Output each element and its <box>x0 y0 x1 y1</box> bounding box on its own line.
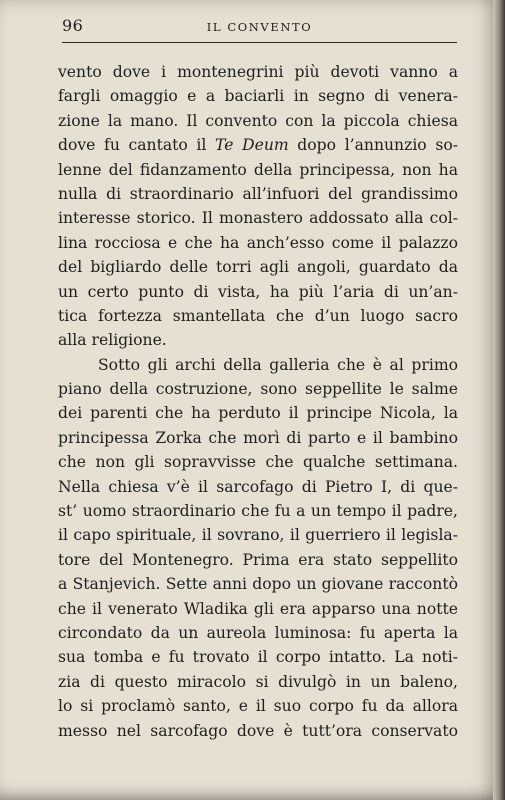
text-line: zia di questo miracolo si divulgò in un baleno, <box>58 672 458 691</box>
text-line: lina rocciosa e che ha anch’esso come il palazzo <box>58 233 458 252</box>
text-line: il capo spirituale, il sovrano, il guerriero il legisla- <box>58 526 458 545</box>
text-line: lenne del fidanzamento della principessa, non ha <box>58 160 458 179</box>
text-line: che il venerato Wladika gli era apparso una notte <box>58 599 458 618</box>
text-line: st’ uomo straordinario che fu a un tempo il padre, <box>58 502 458 521</box>
text-line: vento dove i montenegrini più devoti vanno a <box>58 63 458 81</box>
text-line: piano della costruzione, sono seppellite le salme <box>58 380 458 399</box>
text-line: circondato da un aureola luminosa: fu aperta la <box>58 623 458 642</box>
text-line: Sotto gli archi della galleria che è al primo <box>98 355 458 374</box>
text-line: tica fortezza smantellata che d’un luogo sacro <box>58 306 458 325</box>
text-line: sua tomba e fu trovato il corpo intatto. La noti- <box>58 648 458 667</box>
page-header <box>62 16 457 43</box>
text-line: del bigliardo delle torri agli angoli, guardato da <box>58 258 458 277</box>
text-line: alla religione. <box>58 331 167 350</box>
text-line: messo nel sarcofago dove è tutt’ora conservato <box>58 721 458 740</box>
body-text <box>58 60 458 743</box>
text-line: lo si proclamò santo, e il suo corpo fu da allora <box>58 697 458 716</box>
text-line: dei parenti che ha perduto il principe Nicola, la <box>58 404 458 423</box>
text-line: a Stanjevich. Sette anni dopo un giovane raccontò <box>58 575 458 594</box>
text-line: interesse storico. Il monastero addossato alla col- <box>58 209 458 228</box>
text-line: nulla di straordinario all’infuori del grandissimo <box>58 184 458 203</box>
page-number: 96 <box>62 16 84 35</box>
text-line: zione la mano. Il convento con la piccola chiesa <box>58 111 458 130</box>
italic-phrase: Te Deum <box>215 136 289 155</box>
text-line: tore del Montenegro. Prima era stato seppellito <box>58 550 458 569</box>
paragraph-2 <box>58 353 458 743</box>
text-line: principessa Zorka che morì di parto e il bambino <box>58 428 458 447</box>
text-line: che non gli sopravvisse che qualche settimana. <box>58 453 458 472</box>
page-edge-shadow <box>493 0 505 800</box>
running-head: IL CONVENTO <box>206 20 313 34</box>
paragraph-1 <box>58 60 458 353</box>
text-line: fargli omaggio e a baciarli in segno di venera- <box>58 87 458 106</box>
text-line: un certo punto di vista, ha più l’aria di un’an- <box>58 282 458 301</box>
text-line: dove fu cantato il Te Deum dopo l’annunzio so- <box>58 136 458 155</box>
text-line: Nella chiesa v’è il sarcofago di Pietro I, di que- <box>58 477 458 496</box>
